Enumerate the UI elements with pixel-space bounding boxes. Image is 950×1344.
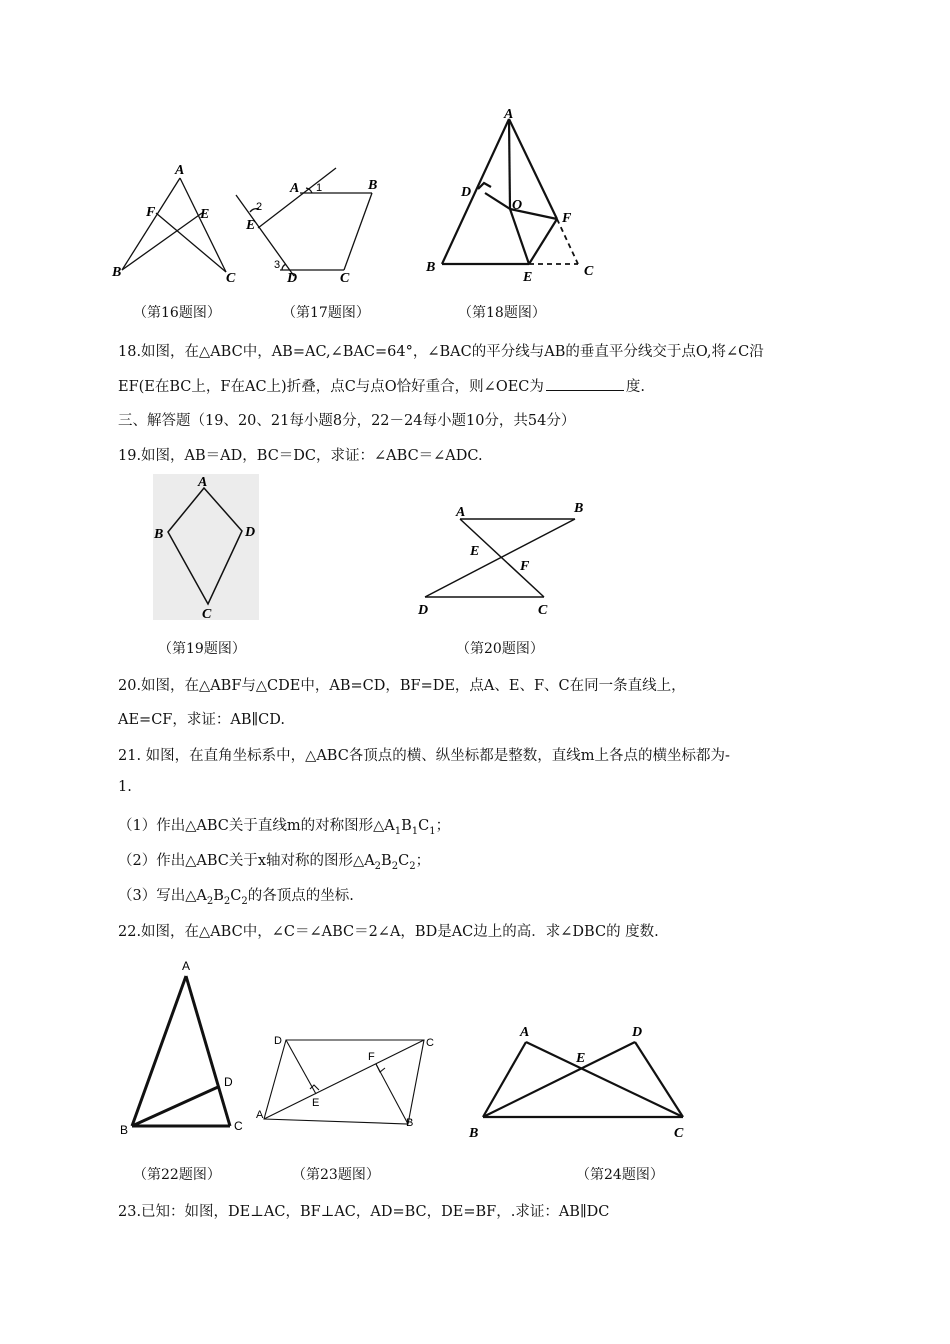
q21-part2: （2）作出△ABC关于x轴对称的图形$\triangle A_2B_2C_2$； (118, 853, 431, 872)
fig22-label-c: C (234, 1119, 243, 1133)
fig17-angle-2: 2 (256, 201, 263, 213)
fig16-caption: （第16题图） (133, 305, 221, 321)
fig24-label-c: C (674, 1126, 684, 1141)
fig18-label-a: A (504, 107, 514, 122)
fig17-label-e: E (246, 218, 256, 233)
figure-16 (108, 160, 248, 285)
fig24-label-d: D (632, 1025, 643, 1040)
fig17-angle-3: 3 (274, 259, 281, 271)
fig24-label-b: B (469, 1126, 479, 1141)
q19-text: 19.如图，AB＝AD，BC＝DC，求证：∠ABC＝∠ADC. (118, 448, 483, 464)
fig23-label-a: A (256, 1109, 264, 1121)
fig20-label-f: F (520, 559, 530, 574)
fig18-label-d: D (461, 185, 472, 200)
q20-line2: AE=CF，求证：AB∥CD. (118, 712, 285, 728)
fig20-label-b: B (574, 501, 584, 516)
fig18-label-o: O (512, 198, 523, 213)
fig17-caption: （第17题图） (282, 305, 370, 321)
q23-text: 23.已知：如图，DE⊥AC，BF⊥AC，AD=BC，DE=BF，.求证：AB∥DC (118, 1204, 610, 1220)
fig17-label-c: C (340, 271, 350, 285)
fig18-caption: （第18题图） (458, 305, 546, 321)
fig20-label-d: D (418, 603, 429, 618)
figure-19 (153, 474, 259, 620)
q22-text: 22.如图，在△ABC中，∠C＝∠ABC＝2∠A，BD是AC边上的高．求∠DBC的 度数. (118, 924, 659, 940)
fig17-label-b: B (368, 178, 378, 193)
fig19-label-b: B (154, 527, 164, 542)
q18-line2-end: 度. (625, 379, 645, 395)
q18-line2-text: EF(E在BC上，F在AC上)折叠，点C与点O恰好重合，则∠OEC为 (118, 379, 544, 395)
q20-line1: 20.如图，在△ABF与△CDE中，AB=CD，BF=DE，点A、E、F、C在同一条直线上， (118, 678, 686, 694)
fig18-label-e: E (523, 270, 533, 285)
fig16-label-b: B (112, 265, 122, 280)
fig18-label-c: C (584, 264, 594, 279)
fig23-label-c: C (426, 1037, 434, 1049)
fig22-label-a: A (182, 959, 191, 973)
fig17-label-d: D (287, 271, 298, 285)
fig18-label-b: B (426, 260, 436, 275)
fig20-label-c: C (538, 603, 548, 618)
fig20-label-e: E (470, 544, 480, 559)
fig22-label-d: D (224, 1075, 233, 1089)
fig19-label-c: C (202, 607, 212, 620)
fig16-label-c: C (226, 271, 236, 285)
fig22-label-b: B (120, 1123, 129, 1137)
q21-part3: （3）写出$\triangle A_2B_2C_2$的各顶点的坐标. (118, 888, 354, 907)
figure-18 (418, 105, 608, 285)
q21-line2: 1. (118, 779, 132, 795)
fig20-caption: （第20题图） (456, 641, 544, 657)
fig24-caption: （第24题图） (576, 1167, 664, 1183)
fig16-label-e: E (200, 207, 210, 222)
fig23-label-e: E (312, 1097, 320, 1109)
fig23-label-f: F (368, 1051, 375, 1063)
fig23-label-d: D (274, 1035, 282, 1047)
q18-line2 (118, 375, 645, 396)
fig23-label-b: B (406, 1117, 414, 1129)
q18-answer-blank[interactable] (546, 376, 624, 391)
fig23-caption: （第23题图） (292, 1167, 380, 1183)
fig16-label-a: A (175, 163, 185, 178)
q18-line1: 18.如图，在△ABC中，AB=AC,∠BAC=64°，∠BAC的平分线与AB的垂直平分线交于点O,将∠C沿 (118, 344, 764, 360)
q21-line1: 21. 如图，在直角坐标系中，△ABC各顶点的横、纵坐标都是整数，直线m上各点的横坐标都为- (118, 748, 730, 764)
fig22-caption: （第22题图） (133, 1167, 221, 1183)
fig24-label-a: A (520, 1025, 530, 1040)
section-3-heading: 三、解答题（19、20、21每小题8分，22－24每小题10分，共54分） (118, 413, 576, 429)
figure-24 (464, 1022, 694, 1142)
q21-part1: （1）作出△ABC关于直线m的对称图形$\triangle A_1B_1C_1$； (118, 818, 451, 837)
fig24-label-e: E (576, 1051, 586, 1066)
fig20-label-a: A (456, 505, 466, 520)
figure-23 (254, 1030, 444, 1134)
fig17-angle-1: 1 (316, 182, 323, 194)
fig19-caption: （第19题图） (158, 641, 246, 657)
fig16-label-f: F (146, 205, 156, 220)
fig17-label-a: A (290, 181, 300, 196)
figure-20 (412, 496, 602, 620)
figure-17 (232, 160, 402, 285)
fig19-label-a: A (198, 475, 208, 490)
figure-22 (112, 954, 252, 1140)
fig19-label-d: D (245, 525, 256, 540)
fig18-label-f: F (562, 211, 572, 226)
